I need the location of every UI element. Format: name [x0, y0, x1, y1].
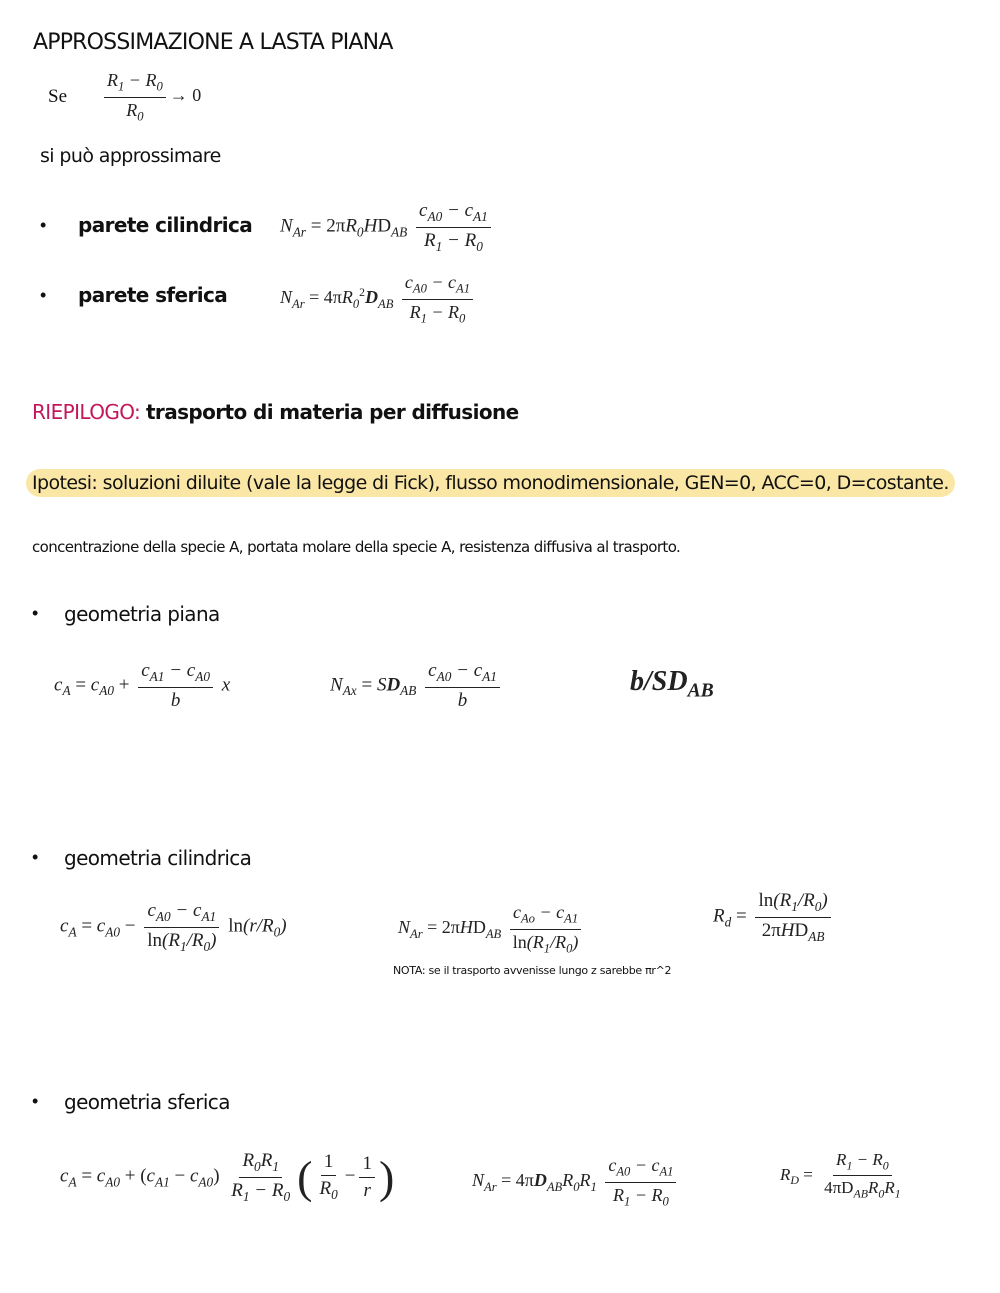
cylindrical-concentration-formula: $c_A = c_{A0}$ − $\frac{c_{A0} - c_{A1}}{\ln(R_1/R_0)}$ $\ln(r/R_0)$ [60, 900, 287, 954]
condition-formula: $\frac{R_1 - R_0}{R_0}$ → 0 [100, 70, 201, 124]
plane-concentration-formula: $c_A = c_{A0}$ + $\frac{c_{A1} - c_{A0}}{b}$ x [54, 660, 231, 711]
plane-resistance-formula: $b/SD_{AB}$ [630, 666, 714, 702]
bullet: • [32, 603, 39, 623]
spherical-concentration-formula: $c_A = c_{A0} + (c_{A1} - c_{A0})$ $\frac{R_0R_1}{R_1 - R_0}$ ( $\frac{1}{R_0}$ − $\frac{1}{r}$ ) [60, 1150, 395, 1204]
cylindrical-resistance-formula: $R_d$ = $\frac{\ln(R_1/R_0)}{2\pi HD_{AB}}$ [713, 890, 835, 945]
spherical-wall-formula: $N_{Ar} = 4\pi R_0^2D_{AB}$ $\frac{c_{A0} - c_{A1}}{R_1 - R_0}$ [280, 272, 477, 326]
bullet: • [40, 285, 47, 305]
cylindrical-wall-formula: $N_{Ar} = 2\pi R_0HD_{AB}$ $\frac{c_{A0} - c_{A1}}{R_1 - R_0}$ [280, 200, 495, 255]
summary-heading [32, 400, 519, 424]
bullet: • [32, 1091, 39, 1111]
plane-geometry-label: geometria piana [64, 602, 220, 626]
approx-text: si può approssimare [40, 145, 221, 167]
spherical-geometry-label: geometria sferica [64, 1090, 230, 1114]
summary-label: RIEPILOGO: [32, 400, 141, 424]
spherical-flux-formula: $N_{Ar} = 4\pi D_{AB}R_0R_1$ $\frac{c_{A0} - c_{A1}}{R_1 - R_0}$ [472, 1155, 680, 1209]
spherical-wall-label: parete sferica [78, 283, 228, 307]
se-label: Se [48, 86, 67, 107]
spherical-resistance-formula: $R_D$ = $\frac{R_1 - R_0}{4\pi D_{AB}R_0R_1}$ [780, 1150, 901, 1201]
cylindrical-note: NOTA: se il trasporto avvenisse lungo z sarebbe πr^2 [393, 964, 672, 977]
hypotheses-highlight: Ipotesi: soluzioni diluite (vale la legge di Fick), flusso monodimensionale, GEN=0, ACC=0, D=costante. [26, 469, 955, 497]
bullet: • [32, 847, 39, 867]
cylindrical-flux-formula: $N_{Ar} = 2\pi HD_{AB}$ $\frac{c_{Ao} - c_{A1}}{\ln(R_1/R_0)}$ [398, 902, 585, 956]
concentration-line: concentrazione della specie A, portata molare della specie A, resistenza diffusiva al trasporto. [32, 538, 681, 556]
cylindrical-wall-label: parete cilindrica [78, 213, 253, 237]
cylindrical-geometry-label: geometria cilindrica [64, 846, 252, 870]
plane-flux-formula: $N_{Ax} = SD_{AB}$ $\frac{c_{A0} - c_{A1}}{b}$ [330, 660, 504, 712]
bullet: • [40, 215, 47, 235]
summary-text: trasporto di materia per diffusione [145, 400, 519, 424]
page-title: APPROSSIMAZIONE A LASTA PIANA [33, 30, 393, 55]
